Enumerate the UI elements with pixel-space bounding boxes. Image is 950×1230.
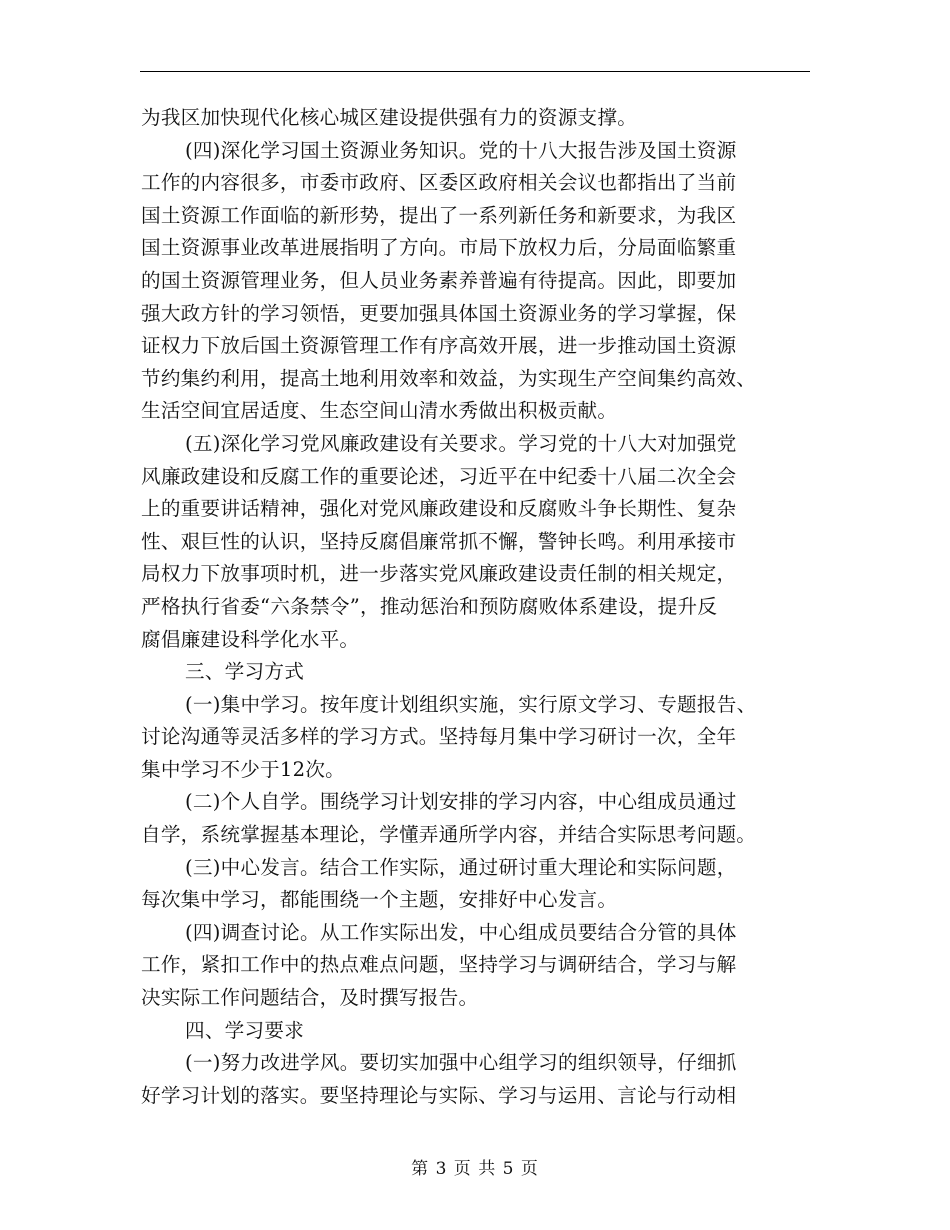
text-line: 集中学习不少于12次。 — [141, 757, 346, 781]
text-line: (一)努力改进学风。要切实加强中心组学习的组织领导，仔细抓 — [185, 1051, 737, 1075]
page-number-footer: 第 3 页 共 5 页 — [411, 1159, 539, 1179]
text-line: 四、学习要求 — [185, 1018, 305, 1042]
text-line: 为我区加快现代化核心城区建设提供强有力的资源支撑。 — [141, 106, 638, 129]
text-line: 腐倡廉建设科学化水平。 — [141, 627, 360, 651]
text-line: 每次集中学习，都能围绕一个主题，安排好中心发言。 — [141, 888, 618, 912]
text-line: (一)集中学习。按年度计划组织实施，实行原文学习、专题报告、 — [185, 692, 757, 716]
text-line: 工作，紧扣工作中的热点难点问题，坚持学习与调研结合，学习与解 — [141, 953, 737, 977]
text-line: (五)深化学习党风廉政建设有关要求。学习党的十八大对加强党 — [185, 431, 737, 455]
text-line: 国土资源工作面临的新形势，提出了一系列新任务和新要求，为我区 — [141, 203, 737, 227]
text-line: 强大政方针的学习领悟，更要加强具体国土资源业务的学习掌握，保 — [141, 301, 737, 325]
text-line: 风廉政建设和反腐工作的重要论述，习近平在中纪委十八届二次全会 — [141, 464, 737, 488]
text-line: 三、学习方式 — [185, 660, 305, 684]
text-line: 的国土资源管理业务，但人员业务素养普遍有待提高。因此，即要加 — [141, 268, 737, 292]
text-line: (四)调查讨论。从工作实际出发，中心组成员要结合分管的具体 — [185, 920, 737, 944]
document-body — [141, 102, 813, 1112]
text-line: 好学习计划的落实。要坚持理论与实际、学习与运用、言论与行动相 — [141, 1083, 737, 1107]
text-line: (四)深化学习国土资源业务知识。党的十八大报告涉及国土资源 — [185, 138, 737, 162]
text-line: 严格执行省委“六条禁令”，推动惩治和预防腐败体系建设，提升反 — [141, 594, 718, 618]
text-line: 国土资源事业改革进展指明了方向。市局下放权力后，分局面临繁重 — [141, 236, 737, 260]
text-line: 上的重要讲话精神，强化对党风廉政建设和反腐败斗争长期性、复杂 — [141, 497, 737, 521]
text-line: 讨论沟通等灵活多样的学习方式。坚持每月集中学习研讨一次，全年 — [141, 725, 737, 749]
text-line: 性、艰巨性的认识，坚持反腐倡廉常抓不懈，警钟长鸣。利用承接市 — [141, 529, 737, 553]
text-line: 生活空间宜居适度、生态空间山清水秀做出积极贡献。 — [141, 399, 618, 423]
text-line: 局权力下放事项时机，进一步落实党风廉政建设责任制的相关规定， — [141, 562, 737, 586]
text-line: 工作的内容很多，市委市政府、区委区政府相关会议也都指出了当前 — [141, 171, 737, 195]
text-line: 证权力下放后国土资源管理工作有序高效开展，进一步推动国土资源 — [141, 334, 737, 358]
text-line: (二)个人自学。围绕学习计划安排的学习内容，中心组成员通过 — [185, 790, 737, 814]
header-rule — [140, 71, 810, 72]
text-line: (三)中心发言。结合工作实际，通过研讨重大理论和实际问题， — [185, 855, 737, 879]
text-line: 自学，系统掌握基本理论，学懂弄通所学内容，并结合实际思考问题。 — [141, 823, 757, 847]
text-line: 决实际工作问题结合，及时撰写报告。 — [141, 986, 479, 1010]
text-line: 节约集约利用，提高土地利用效率和效益，为实现生产空间集约高效、 — [141, 366, 757, 390]
